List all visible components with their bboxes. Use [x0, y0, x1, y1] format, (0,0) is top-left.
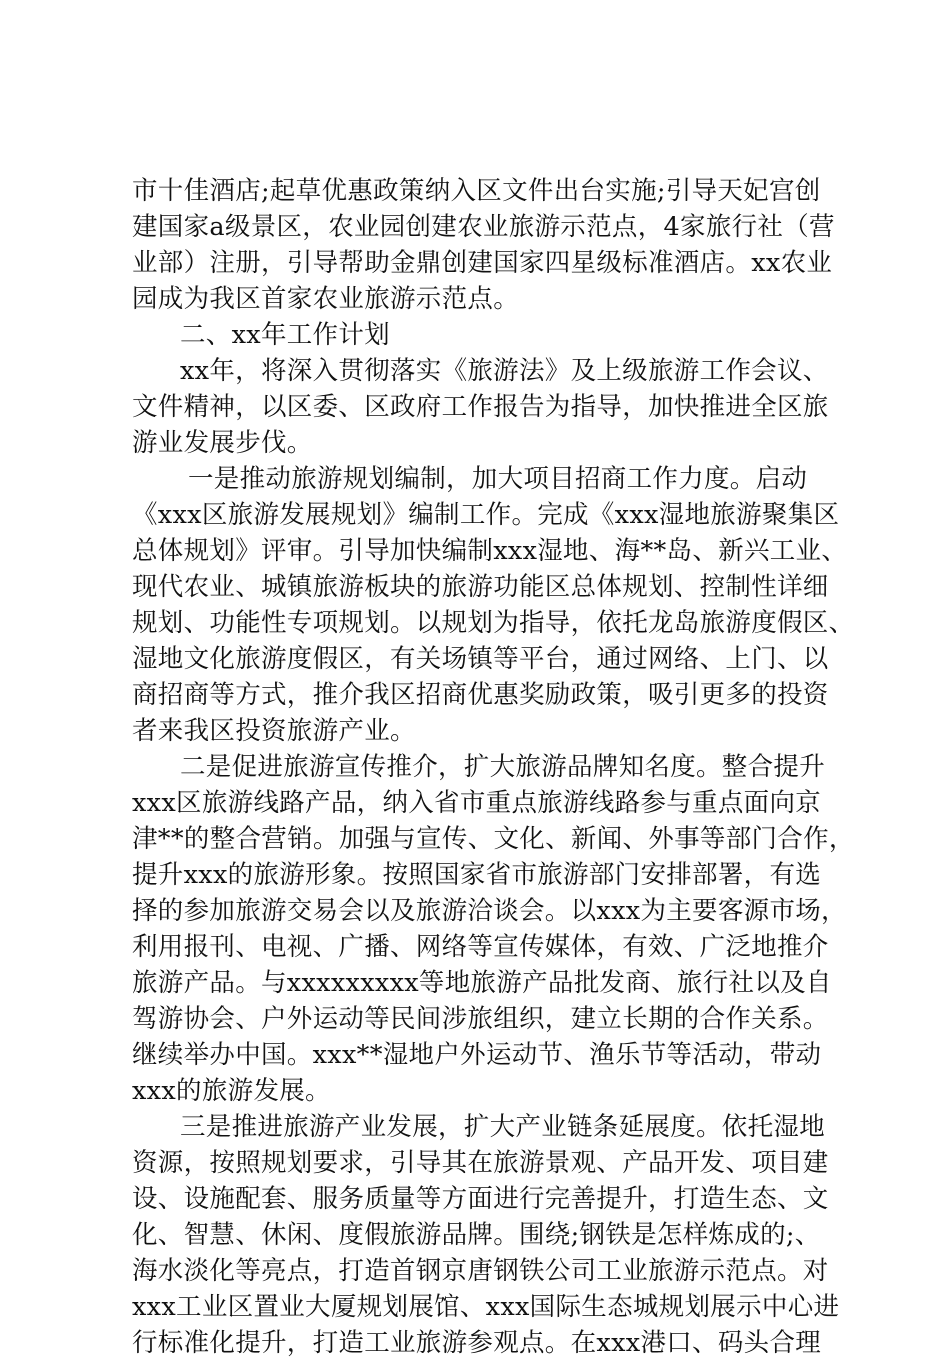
body-line: 文件精神，以区委、区政府工作报告为指导，加快推进全区旅 — [132, 392, 829, 422]
body-line: 二是促进旅游宣传推介，扩大旅游品牌知名度。整合提升 — [180, 752, 826, 782]
body-line: 津**的整合营销。加强与宣传、文化、新闻、外事等部门合作， — [132, 824, 855, 854]
body-line: xx年，将深入贯彻落实《旅游法》及上级旅游工作会议、 — [180, 356, 829, 386]
body-line: 设、设施配套、服务质量等方面进行完善提升，打造生态、文 — [132, 1184, 829, 1214]
body-line: 市十佳酒店;起草优惠政策纳入区文件出台实施;引导天妃宫创 — [132, 176, 821, 206]
body-line: xxx工业区置业大厦规划展馆、xxx国际生态城规划展示中心进 — [132, 1292, 840, 1322]
body-line: 旅游产品。与xxxxxxxxx等地旅游产品批发商、旅行社以及自 — [132, 968, 832, 998]
body-line: 规划、功能性专项规划。以规划为指导，依托龙岛旅游度假区、 — [132, 608, 855, 638]
body-line: 建国家a级景区，农业园创建农业旅游示范点，4家旅行社（营 — [132, 212, 835, 242]
body-line: 现代农业、城镇旅游板块的旅游功能区总体规划、控制性详细 — [132, 572, 829, 602]
body-line: 湿地文化旅游度假区，有关场镇等平台，通过网络、上门、以 — [132, 644, 829, 674]
body-line: 游业发展步伐。 — [132, 428, 313, 458]
body-line: 择的参加旅游交易会以及旅游洽谈会。以xxx为主要客源市场， — [132, 896, 847, 926]
body-line: 利用报刊、电视、广播、网络等宣传媒体，有效、广泛地推介 — [132, 932, 829, 962]
body-line: 总体规划》评审。引导加快编制xxx湿地、海**岛、新兴工业、 — [132, 536, 848, 566]
body-line: 提升xxx的旅游形象。按照国家省市旅游部门安排部署，有选 — [132, 860, 822, 890]
body-line: 园成为我区首家农业旅游示范点。 — [132, 284, 520, 314]
body-line: 三是推进旅游产业发展，扩大产业链条延展度。依托湿地 — [180, 1112, 826, 1142]
body-line: 者来我区投资旅游产业。 — [132, 716, 416, 746]
body-line: 继续举办中国。xxx**湿地户外运动节、渔乐节等活动，带动 — [132, 1040, 822, 1070]
body-line: 驾游协会、户外运动等民间涉旅组织，建立长期的合作关系。 — [132, 1004, 829, 1034]
body-line: 商招商等方式，推介我区招商优惠奖励政策，吸引更多的投资 — [132, 680, 829, 710]
section-heading: 二、xx年工作计划 — [180, 320, 390, 350]
body-line: 海水淡化等亮点，打造首钢京唐钢铁公司工业旅游示范点。对 — [132, 1256, 829, 1286]
body-line: 行标准化提升，打造工业旅游参观点。在xxx港口、码头合理 — [132, 1328, 822, 1358]
body-line: 一是推动旅游规划编制，加大项目招商工作力度。启动 — [188, 464, 808, 494]
body-line: 化、智慧、休闲、度假旅游品牌。围绕;钢铁是怎样炼成的;、 — [132, 1220, 821, 1250]
body-line: 业部）注册，引导帮助金鼎创建国家四星级标准酒店。xx农业 — [132, 248, 833, 278]
body-line: xxx的旅游发展。 — [132, 1076, 331, 1106]
body-line: xxx区旅游线路产品，纳入省市重点旅游线路参与重点面向京 — [132, 788, 822, 818]
body-line: 资源，按照规划要求，引导其在旅游景观、产品开发、项目建 — [132, 1148, 829, 1178]
body-line: 《xxx区旅游发展规划》编制工作。完成《xxx湿地旅游聚集区 — [132, 500, 840, 530]
